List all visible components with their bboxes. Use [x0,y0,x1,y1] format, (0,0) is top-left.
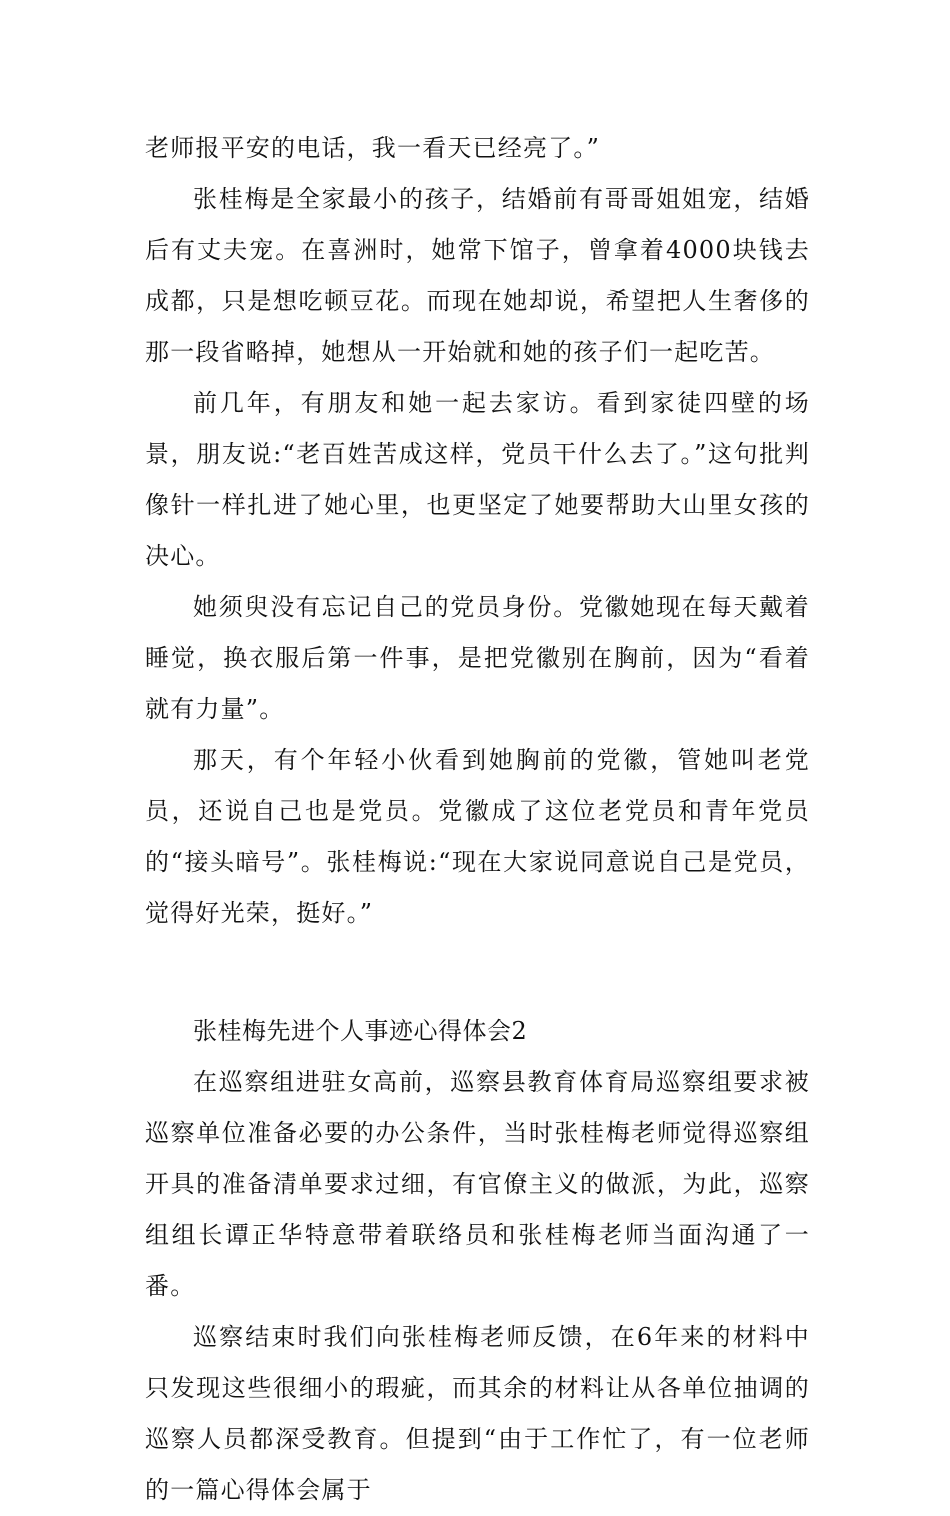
paragraph-party-badge: 她须臾没有忘记自己的党员身份。党徽她现在每天戴着睡觉，换衣服后第一件事，是把党徽别在胸前，因为“看着就有力量”。 [145,593,810,723]
section-title: 张桂梅先进个人事迹心得体会2 [193,1017,528,1045]
paragraph-inspection-team: 在巡察组进驻女高前，巡察县教育体育局巡察组要求被巡察单位准备必要的办公条件，当时张桂梅老师觉得巡察组开具的准备清单要求过细，有官僚主义的做派，为此，巡察组组长谭正华特意带着联络员和张桂梅老师当面沟通了一番。 [145,1068,810,1300]
paragraph-inspection-feedback: 巡察结束时我们向张桂梅老师反馈，在6年来的材料中只发现这些很细小的瑕疵，而其余的材料让从各单位抽调的巡察人员都深受教育。但提到“由于工作忙了，有一位老师的一篇心得体会属于 [145,1323,810,1504]
paragraph-continuation: 老师报平安的电话，我一看天已经亮了。” [145,134,601,162]
document-body [145,123,810,1516]
paragraph-home-visit: 前几年，有朋友和她一起去家访。看到家徒四壁的场景，朋友说:“老百姓苦成这样，党员干什么去了。”这句批判像针一样扎进了她心里，也更坚定了她要帮助大山里女孩的决心。 [145,389,810,570]
paragraph-childhood: 张桂梅是全家最小的孩子，结婚前有哥哥姐姐宠，结婚后有丈夫宠。在喜洲时，她常下馆子，曾拿着4000块钱去成都，只是想吃顿豆花。而现在她却说，希望把人生奢侈的那一段省略掉，她想从一开始就和她的孩子们一起吃苦。 [145,185,810,366]
paragraph-young-member: 那天，有个年轻小伙看到她胸前的党徽，管她叫老党员，还说自己也是党员。党徽成了这位老党员和青年党员的“接头暗号”。张桂梅说:“现在大家说同意说自己是党员，觉得好光荣，挺好。” [145,746,810,927]
